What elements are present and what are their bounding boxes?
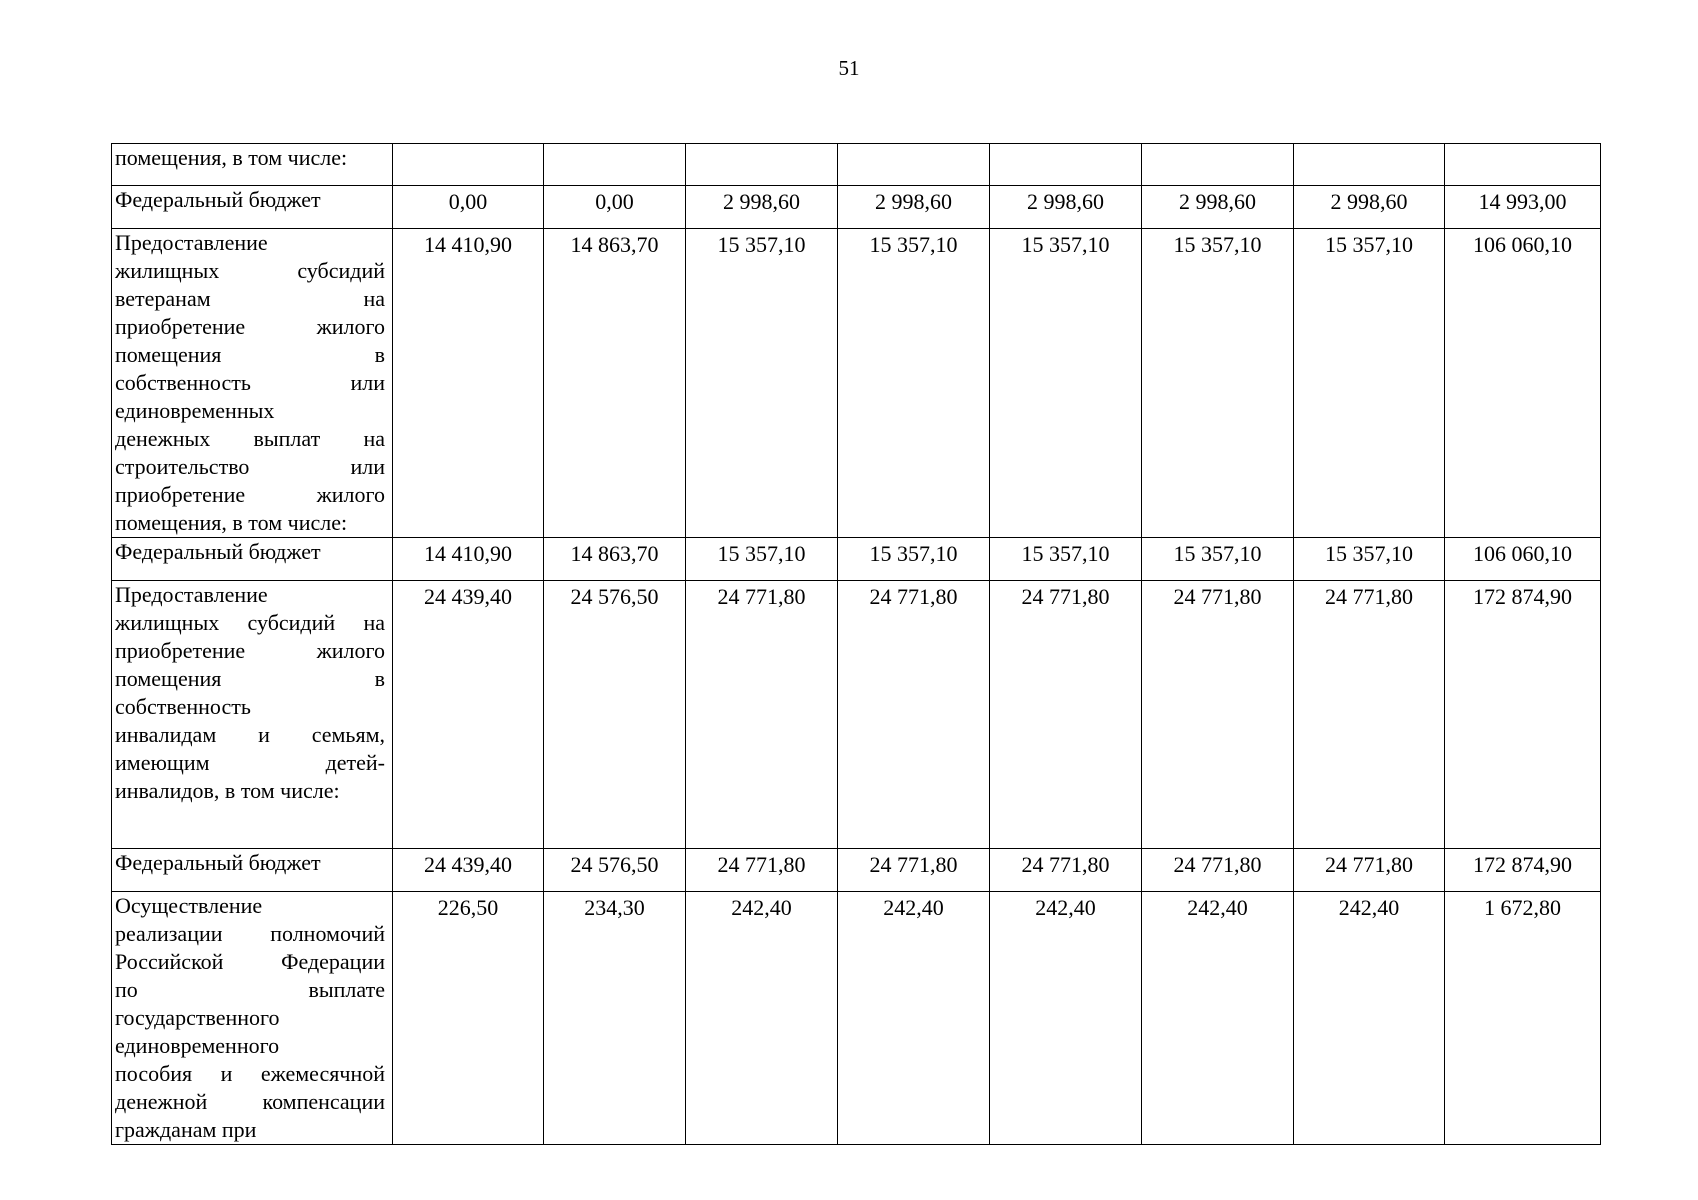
- value-cell: 2 998,60: [1294, 186, 1445, 229]
- row-label: [112, 849, 393, 892]
- value-cell: 24 771,80: [1294, 849, 1445, 892]
- row-label-line: единовременных: [115, 398, 275, 423]
- value-cell: 172 874,90: [1445, 849, 1601, 892]
- row-label-line: помещения, в том числе:: [115, 510, 348, 535]
- value-cell: 2 998,60: [990, 186, 1142, 229]
- value-cell: [1445, 144, 1601, 186]
- value-cell: 15 357,10: [838, 229, 990, 538]
- table-body: [112, 144, 1601, 1145]
- value-cell: 24 771,80: [838, 849, 990, 892]
- row-label: [112, 229, 393, 538]
- row-label-line: собственность: [115, 694, 251, 719]
- row-label: [112, 144, 393, 186]
- row-label-line: Осуществление: [115, 893, 263, 918]
- value-cell: 24 576,50: [544, 849, 686, 892]
- value-cell: 242,40: [686, 892, 838, 1145]
- row-label-line: приобретение жилого: [115, 314, 385, 339]
- value-cell: 15 357,10: [1294, 538, 1445, 581]
- row-label-line: реализации полномочий: [115, 921, 385, 946]
- value-cell: [686, 144, 838, 186]
- value-cell: 234,30: [544, 892, 686, 1145]
- row-label-line: строительство или: [115, 454, 385, 479]
- row-label-line: по выплате: [115, 977, 385, 1002]
- row-label: [112, 892, 393, 1145]
- measure-row: [112, 892, 1601, 1145]
- row-label-line: жилищных субсидий на: [115, 610, 385, 635]
- value-cell: 24 771,80: [686, 849, 838, 892]
- value-cell: 106 060,10: [1445, 538, 1601, 581]
- value-cell: 24 439,40: [393, 849, 544, 892]
- value-cell: 242,40: [1294, 892, 1445, 1145]
- row-label-line: Российской Федерации: [115, 949, 385, 974]
- budget-table: [111, 143, 1601, 1145]
- value-cell: 14 863,70: [544, 538, 686, 581]
- row-label-line: помещения в: [115, 342, 385, 367]
- row-label-line: денежной компенсации: [115, 1089, 385, 1114]
- value-cell: 172 874,90: [1445, 581, 1601, 849]
- value-cell: 14 993,00: [1445, 186, 1601, 229]
- value-cell: 106 060,10: [1445, 229, 1601, 538]
- row-label-line: приобретение жилого: [115, 638, 385, 663]
- value-cell: 226,50: [393, 892, 544, 1145]
- row-label-line: ветеранам на: [115, 286, 385, 311]
- row-label-line: пособия и ежемесячной: [115, 1061, 385, 1086]
- measure-row: [112, 229, 1601, 538]
- value-cell: 2 998,60: [838, 186, 990, 229]
- value-cell: [1142, 144, 1294, 186]
- value-cell: 15 357,10: [1142, 538, 1294, 581]
- value-cell: 24 576,50: [544, 581, 686, 849]
- value-cell: 24 771,80: [990, 849, 1142, 892]
- value-cell: 15 357,10: [838, 538, 990, 581]
- value-cell: 15 357,10: [686, 538, 838, 581]
- value-cell: [544, 144, 686, 186]
- value-cell: 24 771,80: [1142, 849, 1294, 892]
- value-cell: 24 439,40: [393, 581, 544, 849]
- row-label-line: государственного: [115, 1005, 280, 1030]
- value-cell: 2 998,60: [686, 186, 838, 229]
- row-label-line: инвалидам и семьям,: [115, 722, 385, 747]
- section-tail-row: [112, 144, 1601, 186]
- value-cell: [838, 144, 990, 186]
- value-cell: 15 357,10: [686, 229, 838, 538]
- page-number: 51: [838, 56, 860, 80]
- row-label-line: Предоставление: [115, 230, 268, 255]
- value-cell: [393, 144, 544, 186]
- value-cell: 14 410,90: [393, 229, 544, 538]
- row-label-line: жилищных субсидий: [115, 258, 385, 283]
- row-label-line: помещения в: [115, 666, 385, 691]
- value-cell: 24 771,80: [990, 581, 1142, 849]
- row-label: [112, 581, 393, 849]
- row-label-line: единовременного: [115, 1033, 280, 1058]
- row-label-line: Федеральный бюджет: [115, 850, 321, 875]
- value-cell: 242,40: [990, 892, 1142, 1145]
- budget-row: [112, 186, 1601, 229]
- row-label-line: гражданам при: [115, 1117, 257, 1142]
- row-label-line: Предоставление: [115, 582, 268, 607]
- row-label-line: собственность или: [115, 370, 385, 395]
- value-cell: 14 863,70: [544, 229, 686, 538]
- value-cell: 24 771,80: [686, 581, 838, 849]
- value-cell: 0,00: [544, 186, 686, 229]
- value-cell: 15 357,10: [990, 229, 1142, 538]
- row-label-line: помещения, в том числе:: [115, 145, 348, 170]
- row-label-line: Федеральный бюджет: [115, 187, 321, 212]
- row-label-line: инвалидов, в том числе:: [115, 778, 340, 803]
- value-cell: [990, 144, 1142, 186]
- budget-row: [112, 849, 1601, 892]
- value-cell: 24 771,80: [1142, 581, 1294, 849]
- row-label: [112, 538, 393, 581]
- value-cell: 242,40: [838, 892, 990, 1145]
- row-label-line: Федеральный бюджет: [115, 539, 321, 564]
- row-label-line: денежных выплат на: [115, 426, 385, 451]
- row-label-line: приобретение жилого: [115, 482, 385, 507]
- value-cell: 24 771,80: [838, 581, 990, 849]
- value-cell: 15 357,10: [990, 538, 1142, 581]
- value-cell: 24 771,80: [1294, 581, 1445, 849]
- measure-row: [112, 581, 1601, 849]
- value-cell: 2 998,60: [1142, 186, 1294, 229]
- value-cell: 1 672,80: [1445, 892, 1601, 1145]
- value-cell: 0,00: [393, 186, 544, 229]
- value-cell: [1294, 144, 1445, 186]
- value-cell: 15 357,10: [1294, 229, 1445, 538]
- row-label-line: имеющим детей-: [115, 750, 385, 775]
- value-cell: 14 410,90: [393, 538, 544, 581]
- row-label: [112, 186, 393, 229]
- value-cell: 242,40: [1142, 892, 1294, 1145]
- budget-row: [112, 538, 1601, 581]
- value-cell: 15 357,10: [1142, 229, 1294, 538]
